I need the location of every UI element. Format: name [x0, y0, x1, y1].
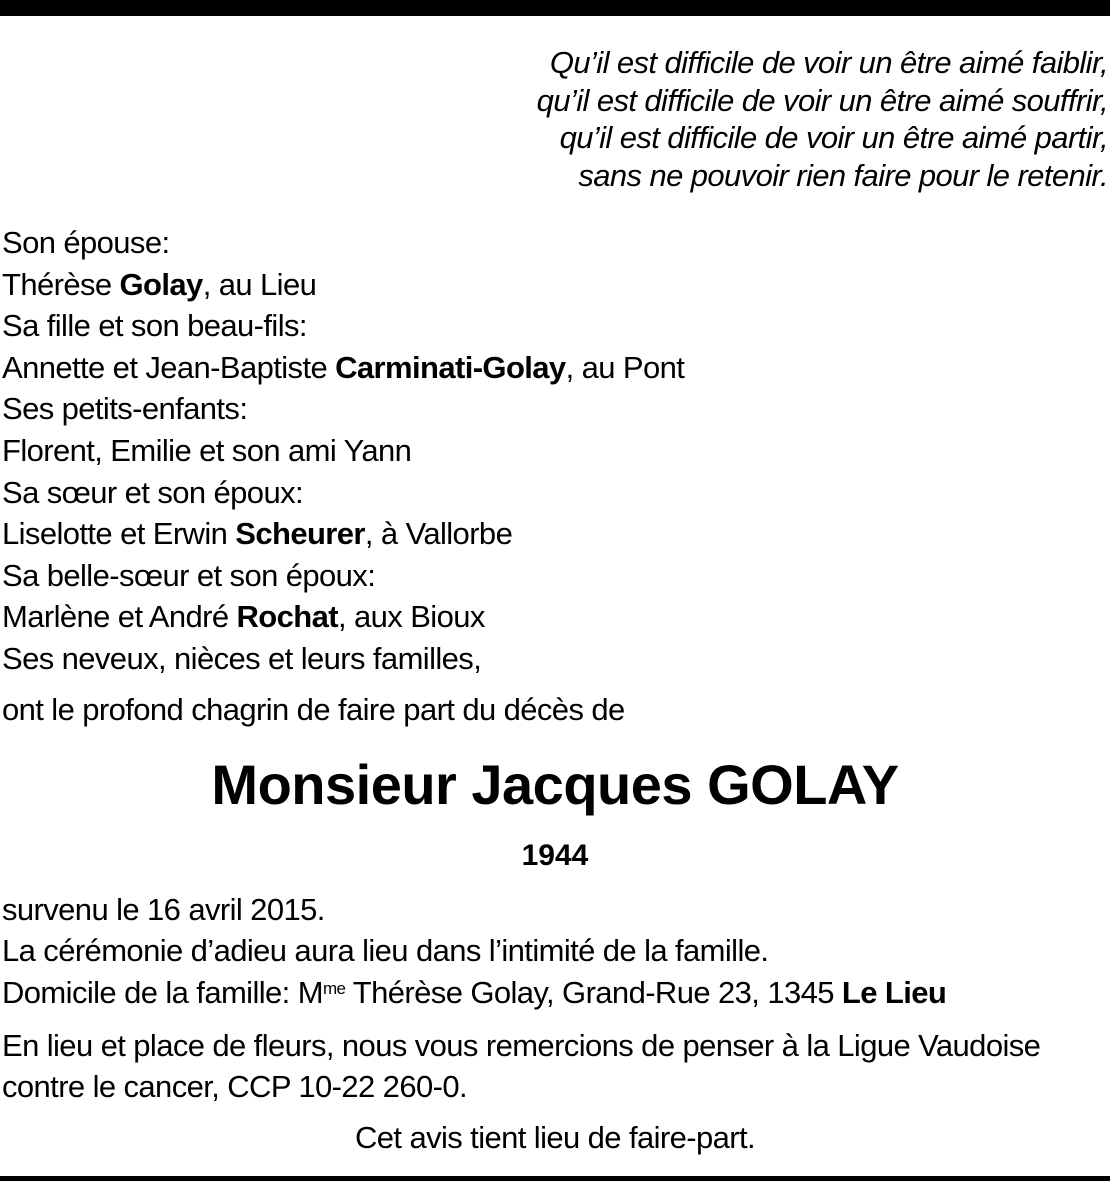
spouse-entry: [2, 264, 684, 306]
grandchildren-label: Ses petits-enfants:: [2, 391, 248, 427]
sister-in-law-entry: [2, 596, 684, 638]
sister-label: Sa sœur et son époux:: [2, 474, 304, 510]
announcement-text: ont le profond chagrin de faire part du décès de: [2, 692, 625, 727]
domicile-town: Le Lieu: [841, 974, 947, 1010]
spouse-label: Son épouse:: [2, 225, 170, 260]
sister-in-law-label: Sa belle-sœur et son époux:: [2, 557, 376, 593]
sister-entry: [2, 513, 684, 555]
ceremony-info: La cérémonie d’adieu aura lieu dans l’intimité de la famille.: [2, 933, 769, 969]
death-date: survenu le 16 avril 2015.: [2, 892, 325, 927]
poem-line: qu’il est difficile de voir un être aimé souffrir,: [536, 82, 1108, 118]
domicile-prefix: Domicile de la famille: M: [2, 974, 323, 1010]
spouse-first: Thérèse: [2, 266, 120, 302]
sister-first: Liselotte et Erwin: [2, 516, 236, 552]
notice-text: Cet avis tient lieu de faire-part.: [354, 1120, 756, 1155]
poem-line: sans ne pouvoir rien faire pour le retenir.: [578, 157, 1108, 193]
bottom-border-rule: [0, 1176, 1110, 1181]
spouse-surname: Golay: [119, 266, 203, 302]
family-domicile: [2, 972, 946, 1013]
daughter-label: Sa fille et son beau-fils:: [2, 308, 307, 344]
daughter-place: , au Pont: [565, 349, 685, 385]
daughter-entry: [2, 347, 684, 389]
deceased-name: Monsieur Jacques GOLAY: [211, 753, 899, 816]
grandchildren-entry: Florent, Emilie et son ami Yann: [2, 432, 412, 468]
donation-request: [2, 1025, 1040, 1107]
donation-line: contre le cancer, CCP 10-22 260-0.: [2, 1069, 467, 1104]
domicile-address: Thérèse Golay, Grand-Rue 23, 1345: [345, 974, 842, 1010]
poem-line: Qu’il est difficile de voir un être aimé faiblir,: [549, 45, 1108, 80]
sister-place: , à Vallorbe: [364, 516, 513, 552]
daughter-first: Annette et Jean-Baptiste: [2, 349, 336, 385]
top-border-rule: [0, 0, 1110, 16]
sister-in-law-surname: Rochat: [236, 599, 338, 635]
sister-in-law-first: Marlène et André: [2, 599, 237, 635]
sister-surname: Scheurer: [235, 516, 365, 552]
spouse-place: , au Lieu: [202, 266, 317, 302]
daughter-surname: Carminati-Golay: [335, 349, 566, 385]
domicile-title-sup: me: [322, 978, 346, 998]
poem-verse: [537, 44, 1108, 194]
family-list: [2, 222, 684, 680]
donation-line: En lieu et place de fleurs, nous vous remercions de penser à la Ligue Vaudoise: [2, 1028, 1041, 1063]
poem-line: qu’il est difficile de voir un être aimé partir,: [559, 120, 1108, 155]
death-details: [2, 889, 946, 1013]
nephews-entry: Ses neveux, nièces et leurs familles,: [2, 640, 482, 676]
birth-year: 1944: [521, 839, 589, 872]
sister-in-law-place: , aux Bioux: [337, 599, 485, 635]
